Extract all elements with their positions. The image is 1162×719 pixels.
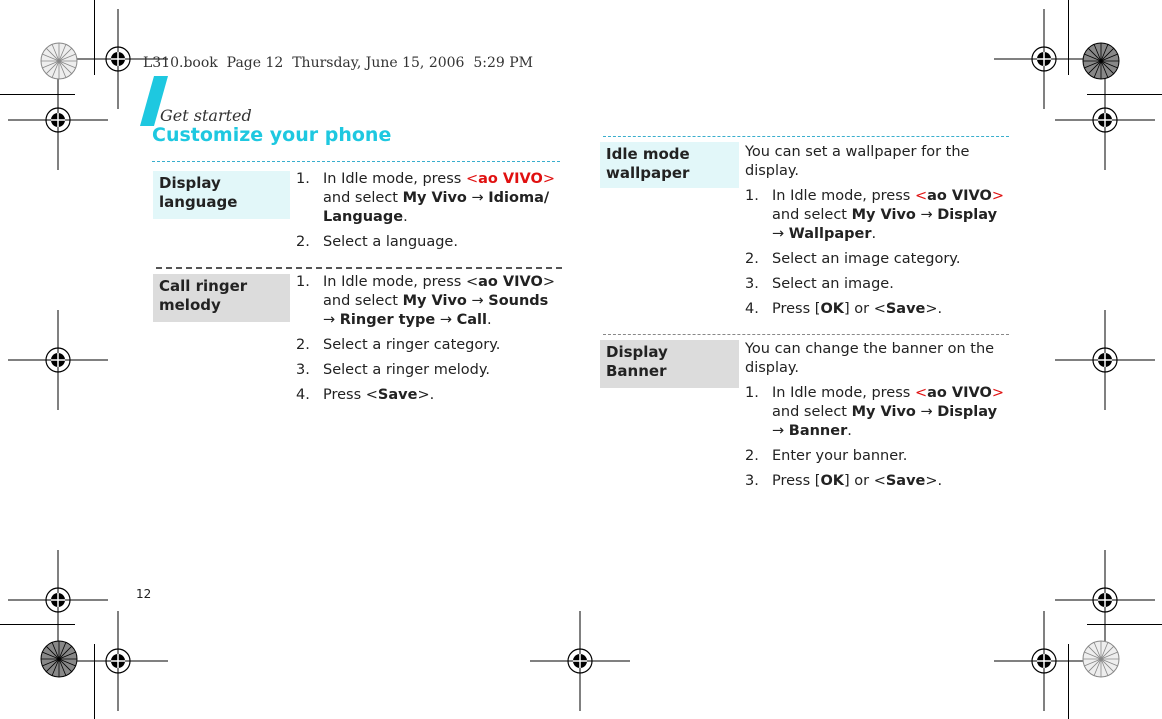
label-call-ringer-melody: Call ringer melody	[153, 274, 290, 322]
list-item: 3. Press [OK] or <Save>.	[745, 473, 943, 489]
list-item: 2. Enter your banner.	[745, 448, 908, 464]
list-item: 3. Select a ringer melody.	[296, 362, 490, 378]
list-item: 1. In Idle mode, press <ao VIVO> and select My Vivo → Sounds → Ringer type → Call.	[296, 274, 555, 328]
list-item: 1. In Idle mode, press <ao VIVO> and select My Vivo → Idioma/ Language.	[296, 171, 555, 225]
list-item: 4. Press <Save>.	[296, 387, 435, 403]
divider	[603, 334, 1009, 335]
list-item: 4. Press [OK] or <Save>.	[745, 301, 943, 317]
divider	[603, 136, 1009, 137]
label-idle-mode-wallpaper: Idle mode wallpaper	[600, 142, 739, 188]
display-language-steps	[296, 170, 564, 258]
page-title: Customize your phone	[152, 124, 392, 146]
list-item: 1. In Idle mode, press <ao VIVO> and select My Vivo → Display → Banner.	[745, 385, 1004, 439]
display-banner-steps	[745, 340, 1013, 497]
divider	[156, 267, 562, 269]
list-item: 3. Select an image.	[745, 276, 894, 292]
label-display-banner: Display Banner	[600, 340, 739, 388]
intro-text: You can change the banner on the display.	[745, 341, 995, 376]
idle-wallpaper-steps	[745, 143, 1013, 325]
page-number: 12	[136, 587, 152, 601]
label-display-language: Display language	[153, 171, 290, 219]
file-info: L310.book Page 12 Thursday, June 15, 2006 5:29 PM	[143, 55, 533, 71]
list-item: 2. Select an image category.	[745, 251, 961, 267]
list-item: 2. Select a ringer category.	[296, 337, 501, 353]
divider	[152, 161, 560, 162]
section-label: Get started	[160, 106, 252, 125]
list-item: 2. Select a language.	[296, 234, 458, 250]
list-item: 1. In Idle mode, press <ao VIVO> and select My Vivo → Display → Wallpaper.	[745, 188, 1004, 242]
intro-text: You can set a wallpaper for the display.	[745, 144, 970, 179]
call-ringer-steps	[296, 273, 564, 411]
